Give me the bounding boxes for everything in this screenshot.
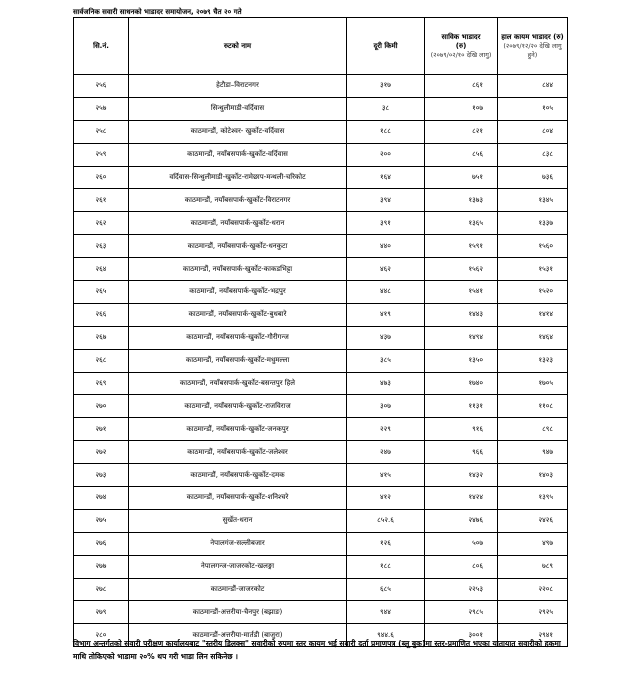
cell-old-rate: १७४० [425,372,498,395]
cell-old-rate: ८०६ [425,555,498,578]
cell-sn: २६३ [74,235,129,258]
cell-distance: ३९४ [347,189,425,212]
table-row [74,349,568,372]
cell-new-rate: १३३७ [498,212,568,235]
fare-table [73,17,568,647]
header-old-rate-note: (२०७९/०२/१० देखि लागु) [430,50,492,59]
cell-distance: ६८५ [347,578,425,601]
table-row [74,166,568,189]
cell-old-rate: ११३१ [425,395,498,418]
cell-route: वर्दिवास-सिन्धुलीमाडी-खुर्कोट-रामेछाप-मन्थली-चरिकोट [129,166,347,189]
cell-sn: २५९ [74,143,129,166]
cell-route: काठमान्डौं-अत्तरीया-चैनपुर (बझाङ) [129,601,347,624]
table-row [74,372,568,395]
cell-distance: ३८५ [347,349,425,372]
cell-new-rate: १५६० [498,235,568,258]
cell-route: काठमान्डौं, नयाँबसपार्क-खुर्कोट-धनकुटा [129,235,347,258]
cell-route: काठमान्डौं, नयाँबसपार्क-खुर्कोट-बुधबारे [129,303,347,326]
cell-route: काठमान्डौं, नयाँबसपार्क-खुर्कोट-जलेश्वर [129,441,347,464]
cell-route: काठमान्डौं, नयाँबसपार्क-खुर्कोट-गौरीगन्ज [129,326,347,349]
cell-distance: २०० [347,143,425,166]
cell-old-rate: १४४३ [425,303,498,326]
header-old-rate-unit: (रु) [455,41,467,50]
cell-new-rate: ११०८ [498,395,568,418]
cell-old-rate: १३६५ [425,212,498,235]
table-row [74,189,568,212]
cell-sn: २६० [74,166,129,189]
cell-old-rate: ३००१ [425,624,498,647]
cell-sn: २६४ [74,258,129,281]
cell-distance: ३९१ [347,212,425,235]
cell-route: काठमान्डौं, नयाँबसपार्क-खुर्कोट-काकडभिट्टा [129,258,347,281]
cell-new-rate: ९४७ [498,441,568,464]
cell-sn: २६७ [74,326,129,349]
cell-old-rate: १३७३ [425,189,498,212]
cell-distance: १६४ [347,166,425,189]
cell-route: काठमान्डौं, नयाँबसपार्क-खुर्कोट-मधुमल्ला [129,349,347,372]
cell-old-rate: ७५१ [425,166,498,189]
cell-route: काठमान्डौं, नयाँबसपार्क-खुर्कोट-वर्दिवास [129,143,347,166]
table-row [74,235,568,258]
cell-old-rate: १५९१ [425,235,498,258]
cell-old-rate: १४२४ [425,487,498,510]
cell-old-rate: १३५० [425,349,498,372]
cell-route: काठमान्डौं-जाजरकोट [129,578,347,601]
cell-sn: २७८ [74,578,129,601]
cell-new-rate: ८०४ [498,120,568,143]
cell-distance: ९४४ [347,601,425,624]
cell-distance: ४६२ [347,258,425,281]
cell-new-rate: १३२३ [498,349,568,372]
cell-route: हेटौडा–विराटनगर [129,75,347,98]
cell-new-rate: ७३६ [498,166,568,189]
cell-sn: २७२ [74,441,129,464]
table-row [74,555,568,578]
cell-distance: ४४८ [347,281,425,304]
cell-distance: ४४० [347,235,425,258]
cell-sn: २६८ [74,349,129,372]
cell-new-rate: २४२६ [498,509,568,532]
cell-route: काठमान्डौं-अत्तरीया-मार्तडी (बाजुरा) [129,624,347,647]
table-row [74,212,568,235]
cell-distance: ४१९ [347,303,425,326]
cell-old-rate: ५०७ [425,532,498,555]
cell-sn: २६१ [74,189,129,212]
cell-route: काठमान्डौं, नयाँबसपार्क-खुर्कोट-जनकपुर [129,418,347,441]
table-row [74,464,568,487]
table-row [74,303,568,326]
table-row [74,578,568,601]
cell-sn: २७१ [74,418,129,441]
header-route: रुटको नाम [129,18,347,75]
table-row [74,143,568,166]
cell-old-rate: ८५६ [425,143,498,166]
cell-new-rate: १३४५ [498,189,568,212]
table-row [74,281,568,304]
cell-route: काठमान्डौं, नयाँबसपार्क-खुर्कोट-धरान [129,212,347,235]
cell-distance: ९४४.६ [347,624,425,647]
cell-distance: १८८ [347,120,425,143]
table-row [74,601,568,624]
cell-new-rate: ८९८ [498,418,568,441]
cell-sn: २७४ [74,487,129,510]
cell-sn: २८० [74,624,129,647]
cell-distance: २२९ [347,418,425,441]
cell-old-rate: १०७ [425,97,498,120]
cell-route: काठमान्डौं, नयाँबसपार्क-खुर्कोट-भद्रपुर [129,281,347,304]
cell-old-rate: १४९४ [425,326,498,349]
cell-sn: २७३ [74,464,129,487]
cell-route: काठमान्डौं, नयाँबसपार्क-खुर्कोट-दमक [129,464,347,487]
cell-route: काठमान्डौं, नयाँबसपार्क-खुर्कोट-शनिश्चरे [129,487,347,510]
table-row [74,395,568,418]
cell-distance: ४३७ [347,326,425,349]
header-old-rate-label: साविक भाडादर [441,32,481,41]
cell-distance: ४७३ [347,372,425,395]
cell-sn: २७० [74,395,129,418]
cell-new-rate: १३९५ [498,487,568,510]
cell-distance: ३८ [347,97,425,120]
cell-distance: ४१५ [347,464,425,487]
cell-new-rate: २२०८ [498,578,568,601]
footnote: विभाग अन्तर्गतको सवारी परीक्षण कार्यालयबाट "स्तरीय डिलक्स" सवारीको रुपमा स्तर कायम भई सवारी दर्ता प्रमाणपत्र (ब्लू बुक)मा स्तर-प्रमाणित भएका यातायात सवारीको हकमा माथि तोकिएको भाडामा २०% थप गरी भाडा लिन सकिनेछ । [73,639,561,661]
cell-route: नेपालगंज-सल्लीबजार [129,532,347,555]
cell-route: काठमान्डौं, नयाँबसपार्क-खुर्कोट-राजविराज [129,395,347,418]
cell-new-rate: ७८९ [498,555,568,578]
cell-new-rate: १४०३ [498,464,568,487]
cell-sn: २६६ [74,303,129,326]
cell-new-rate: ८४४ [498,75,568,98]
cell-sn: २७५ [74,509,129,532]
cell-route: काठमान्डौं, नयाँबसपार्क-खुर्कोट-विराटनगर [129,189,347,212]
cell-sn: २६९ [74,372,129,395]
cell-distance: २४७ [347,441,425,464]
table-header-row [74,18,568,75]
table-row [74,120,568,143]
table-row [74,97,568,120]
cell-old-rate: ९१६ [425,418,498,441]
cell-sn: २५८ [74,120,129,143]
header-new-rate [498,18,568,75]
table-row [74,441,568,464]
cell-distance: ४१२ [347,487,425,510]
table-row [74,509,568,532]
header-distance: दूरी किमी [347,18,425,75]
cell-route: काठमान्डौं, कोटेश्वर- खुर्कोट-वर्दिवास [129,120,347,143]
cell-sn: २७९ [74,601,129,624]
cell-distance: १८८ [347,555,425,578]
table-row [74,487,568,510]
cell-new-rate: ८३८ [498,143,568,166]
cell-distance: ८५२.६ [347,509,425,532]
cell-old-rate: २२५३ [425,578,498,601]
cell-new-rate: १४१४ [498,303,568,326]
cell-old-rate: ८६१ [425,75,498,98]
cell-sn: २७७ [74,555,129,578]
cell-old-rate: ८२१ [425,120,498,143]
cell-route: काठमान्डौं, नयाँबसपार्क-खुर्कोट-बसन्तपुर हिले [129,372,347,395]
page-heading: सार्वजनिक सवारी साधनको भाडादर समायोजन, २०७९ चैत २० गते [73,8,242,16]
cell-sn: २५७ [74,97,129,120]
cell-sn: २७६ [74,532,129,555]
table-row [74,418,568,441]
cell-sn: २५६ [74,75,129,98]
header-sn: सि.नं. [74,18,129,75]
cell-route: सिन्धुलीमाडी-वर्दिवास [129,97,347,120]
cell-distance: ३१७ [347,75,425,98]
cell-sn: २६५ [74,281,129,304]
cell-old-rate: २४७६ [425,509,498,532]
cell-distance: ३०७ [347,395,425,418]
table-row [74,75,568,98]
header-new-rate-label: हाल कायम भाडादर (रु) [501,32,564,41]
cell-new-rate: १५२० [498,281,568,304]
cell-route: नेपालगन्ज-जाजरकोट-खलङ्गा [129,555,347,578]
table-row [74,326,568,349]
cell-route: सुर्खेत-धरान [129,509,347,532]
cell-new-rate: १०५ [498,97,568,120]
cell-sn: २६२ [74,212,129,235]
cell-new-rate: २९२५ [498,601,568,624]
cell-old-rate: ९६६ [425,441,498,464]
cell-new-rate: ४९७ [498,532,568,555]
cell-new-rate: १४६४ [498,326,568,349]
cell-new-rate: १७०५ [498,372,568,395]
cell-new-rate: २९४१ [498,624,568,647]
cell-distance: १२६ [347,532,425,555]
cell-old-rate: १५४१ [425,281,498,304]
header-new-rate-note: (२०७९/१२/२० देखि लागु हुने) [503,41,562,59]
cell-old-rate: १५६२ [425,258,498,281]
header-old-rate [425,18,498,75]
table-row [74,258,568,281]
table-row [74,532,568,555]
cell-new-rate: १५३१ [498,258,568,281]
cell-old-rate: १४३२ [425,464,498,487]
cell-old-rate: २९८५ [425,601,498,624]
